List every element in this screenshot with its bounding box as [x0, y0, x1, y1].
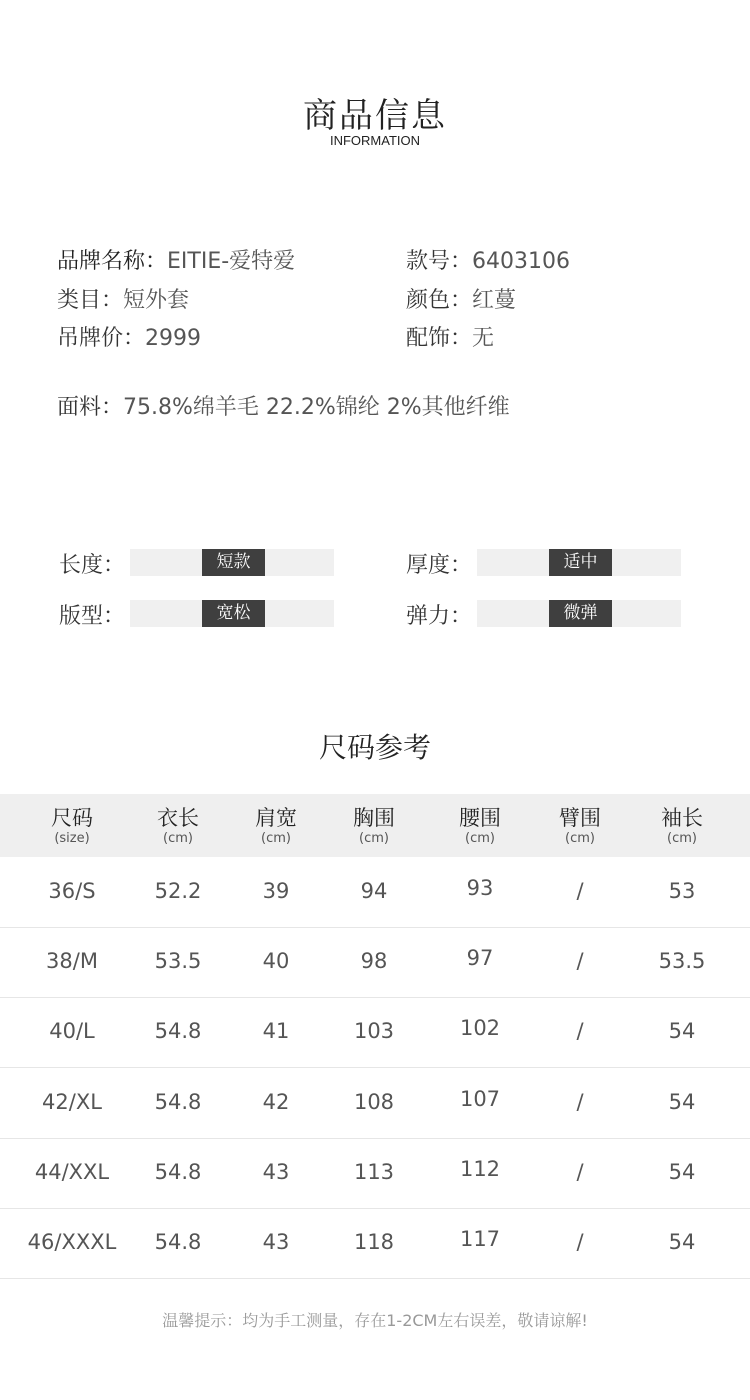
category-value: 短外套	[123, 288, 190, 313]
header-length-en: (cm)	[163, 831, 193, 846]
fit-bar	[130, 600, 334, 627]
cell-arm: /	[576, 1230, 584, 1254]
header-length	[128, 804, 228, 846]
fit-label: 版型：	[59, 604, 126, 629]
cell-size: 40/L	[49, 1019, 95, 1044]
header-chest-cn: 胸围	[353, 806, 395, 830]
cell-size: 38/M	[46, 949, 98, 974]
header-waist	[430, 804, 530, 846]
cell-waist: 102	[459, 1016, 501, 1041]
price-value: 2999	[145, 326, 202, 351]
cell-shoulder: 43	[262, 1159, 290, 1184]
cell-length: 54.8	[154, 1159, 202, 1184]
cell-chest: 94	[360, 879, 388, 903]
color-info	[406, 283, 516, 314]
header-shoulder-cn: 肩宽	[255, 806, 297, 830]
header-arm-en: (cm)	[565, 831, 595, 846]
thickness-label: 厚度：	[406, 553, 473, 578]
header-sleeve-cn: 袖长	[661, 806, 703, 830]
fit-value: 宽松	[202, 600, 265, 627]
cell-waist: 107	[459, 1086, 501, 1111]
table-row	[0, 997, 750, 1068]
cell-arm: /	[576, 1019, 584, 1044]
category-info	[57, 283, 189, 314]
table-row	[0, 1208, 750, 1279]
header-chest	[324, 804, 424, 846]
table-row	[0, 1068, 750, 1139]
cell-sleeve: 53.5	[658, 949, 706, 974]
cell-arm: /	[576, 1089, 584, 1114]
accessory-info	[406, 321, 494, 352]
cell-length: 53.5	[154, 949, 202, 974]
cell-chest: 98	[360, 949, 388, 974]
length-bar	[130, 549, 334, 576]
cell-shoulder: 43	[262, 1230, 290, 1254]
header-chest-en: (cm)	[359, 831, 389, 846]
color-value: 红蔓	[472, 288, 517, 313]
cell-size: 46/XXXL	[27, 1230, 117, 1254]
header-waist-cn: 腰围	[459, 806, 501, 830]
fabric-label: 面料：	[57, 395, 124, 420]
cell-chest: 103	[353, 1019, 395, 1044]
cell-size: 42/XL	[42, 1089, 102, 1114]
elasticity-value: 微弹	[549, 600, 612, 627]
cell-sleeve: 54	[668, 1089, 696, 1114]
style-number-label: 款号：	[406, 249, 473, 274]
elasticity-label: 弹力：	[406, 604, 473, 629]
cell-sleeve: 54	[668, 1019, 696, 1044]
cell-shoulder: 39	[262, 879, 290, 903]
thickness-bar	[477, 549, 681, 576]
length-value: 短款	[202, 549, 265, 576]
size-chart-title: 尺码参考	[318, 731, 431, 764]
table-row	[0, 1138, 750, 1209]
header-shoulder-en: (cm)	[261, 831, 291, 846]
cell-shoulder: 40	[262, 949, 290, 974]
section-subtitle: INFORMATION	[329, 133, 421, 148]
cell-arm: /	[576, 1159, 584, 1184]
cell-waist: 112	[459, 1156, 501, 1181]
header-arm	[530, 804, 630, 846]
cell-length: 54.8	[154, 1019, 202, 1044]
cell-chest: 113	[353, 1159, 395, 1184]
size-table-header	[0, 794, 750, 857]
cell-sleeve: 54	[668, 1230, 696, 1254]
header-size-en: (size)	[54, 831, 90, 846]
header-size	[22, 804, 122, 846]
cell-chest: 118	[353, 1230, 395, 1254]
cell-length: 52.2	[154, 879, 202, 903]
category-label: 类目：	[57, 288, 124, 313]
price-label: 吊牌价：	[57, 326, 146, 351]
cell-chest: 108	[353, 1089, 395, 1114]
color-label: 颜色：	[406, 288, 473, 313]
header-waist-en: (cm)	[465, 831, 495, 846]
cell-size: 44/XXL	[34, 1159, 110, 1184]
brand-label: 品牌名称：	[57, 249, 168, 274]
fabric-value: 75.8%绵羊毛 22.2%锦纶 2%其他纤维	[123, 395, 510, 420]
brand-value: EITIE-爱特爱	[167, 249, 296, 274]
accessory-value: 无	[472, 326, 495, 351]
cell-sleeve: 53	[668, 879, 696, 903]
cell-arm: /	[576, 879, 584, 903]
cell-waist: 117	[459, 1227, 501, 1251]
header-size-cn: 尺码	[51, 806, 93, 830]
cell-length: 54.8	[154, 1089, 202, 1114]
style-number-value: 6403106	[472, 249, 570, 274]
cell-sleeve: 54	[668, 1159, 696, 1184]
section-title-information: 商品信息	[303, 96, 447, 136]
header-sleeve-en: (cm)	[667, 831, 697, 846]
length-label: 长度：	[59, 553, 126, 578]
header-length-cn: 衣长	[157, 806, 199, 830]
cell-shoulder: 41	[262, 1019, 290, 1044]
header-shoulder	[226, 804, 326, 846]
header-arm-cn: 臂围	[559, 806, 601, 830]
elasticity-bar	[477, 600, 681, 627]
measurement-tip: 温馨提示：均为手工测量，存在1-2CM左右误差，敬请谅解!	[162, 1311, 588, 1330]
header-sleeve	[632, 804, 732, 846]
fabric-info	[57, 390, 510, 421]
table-row	[0, 927, 750, 998]
thickness-value: 适中	[549, 549, 612, 576]
cell-waist: 97	[466, 946, 494, 971]
cell-shoulder: 42	[262, 1089, 290, 1114]
style-number-info	[406, 244, 570, 275]
cell-length: 54.8	[154, 1230, 202, 1254]
price-info	[57, 321, 201, 352]
brand-info	[57, 244, 295, 275]
cell-waist: 93	[466, 876, 494, 900]
accessory-label: 配饰：	[406, 326, 473, 351]
cell-arm: /	[576, 949, 584, 974]
table-row	[0, 857, 750, 928]
cell-size: 36/S	[48, 879, 96, 903]
